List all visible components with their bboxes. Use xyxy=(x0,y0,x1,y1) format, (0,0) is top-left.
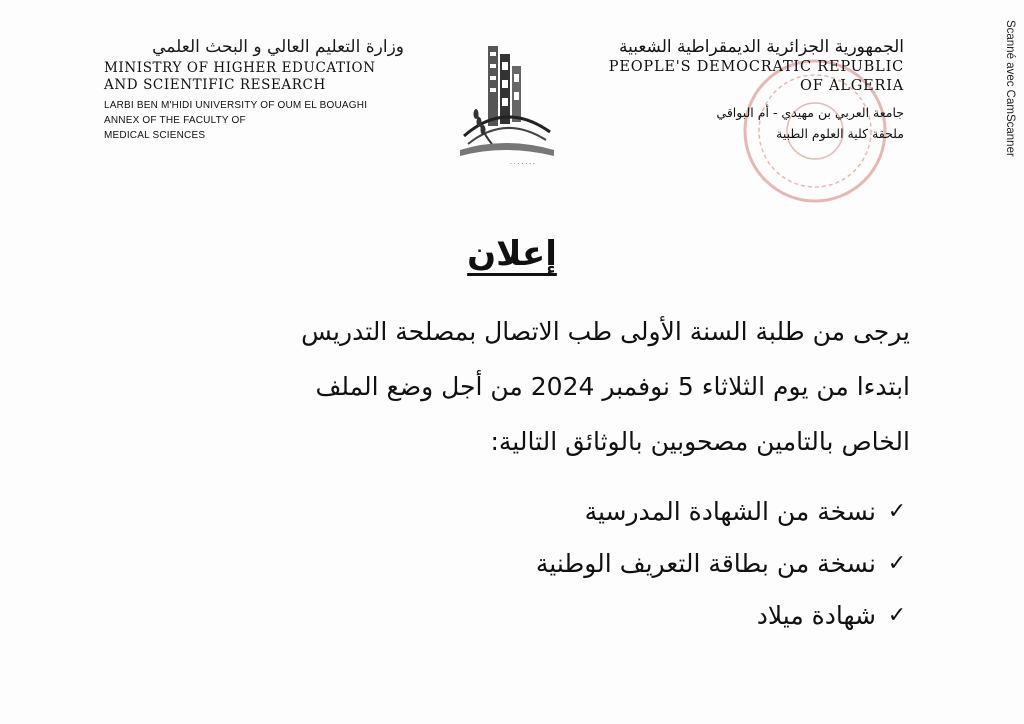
check-icon: ✓ xyxy=(887,551,907,576)
republic-line2: OF ALGERIA xyxy=(800,78,904,94)
announcement-body xyxy=(66,304,910,469)
ministry-arabic-title: وزارة التعليم العالي و البحث العلمي xyxy=(152,37,404,57)
scanner-watermark: Scanné avec CamScanner xyxy=(1004,20,1016,157)
faculty-annex-arabic: ملحقة كلية العلوم الطبية xyxy=(776,126,904,141)
list-item xyxy=(380,590,910,642)
university-name: LARBI BEN M'HIDI UNIVERSITY OF OUM EL BOUAGHI xyxy=(104,100,368,111)
header-right xyxy=(584,36,904,144)
republic-arabic-title: الجمهورية الجزائرية الديمقراطية الشعبية xyxy=(618,37,904,57)
university-arabic-name: جامعة العربي بن مهيدي - أم البواقي xyxy=(716,105,904,120)
check-icon: ✓ xyxy=(887,603,907,628)
university-logo-icon xyxy=(450,40,560,170)
list-item xyxy=(380,538,910,590)
body-line-2: ابتدءا من يوم الثلاثاء 5 نوفمبر 2024 من أجل وضع الملف xyxy=(315,372,910,401)
svg-text:· · · · · · ·: · · · · · · · xyxy=(510,161,535,168)
required-documents-list xyxy=(380,486,910,642)
faculty-line: MEDICAL SCIENCES xyxy=(104,130,206,141)
republic-line1: PEOPLE'S DEMOCRATIC REPUBLIC xyxy=(608,59,904,75)
list-item-text: شهادة ميلاد xyxy=(756,601,876,630)
header-left xyxy=(104,36,404,143)
check-icon: ✓ xyxy=(887,499,907,524)
list-item xyxy=(380,486,910,538)
body-line-3: الخاص بالتامين مصحوبين بالوثائق التالية: xyxy=(490,427,910,456)
announcement-title xyxy=(0,232,1024,276)
list-item-text: نسخة من الشهادة المدرسية xyxy=(584,497,876,526)
body-line-1: يرجى من طلبة السنة الأولى طب الاتصال بمصلحة التدريس xyxy=(301,317,910,346)
annex-line: ANNEX OF THE FACULTY OF xyxy=(104,115,246,126)
list-item-text: نسخة من بطاقة التعريف الوطنية xyxy=(535,549,876,578)
announcement-title-text: إعلان xyxy=(467,234,557,274)
ministry-line1: MINISTRY OF HIGHER EDUCATION xyxy=(104,60,376,76)
ministry-line2: AND SCIENTIFIC RESEARCH xyxy=(104,77,326,93)
